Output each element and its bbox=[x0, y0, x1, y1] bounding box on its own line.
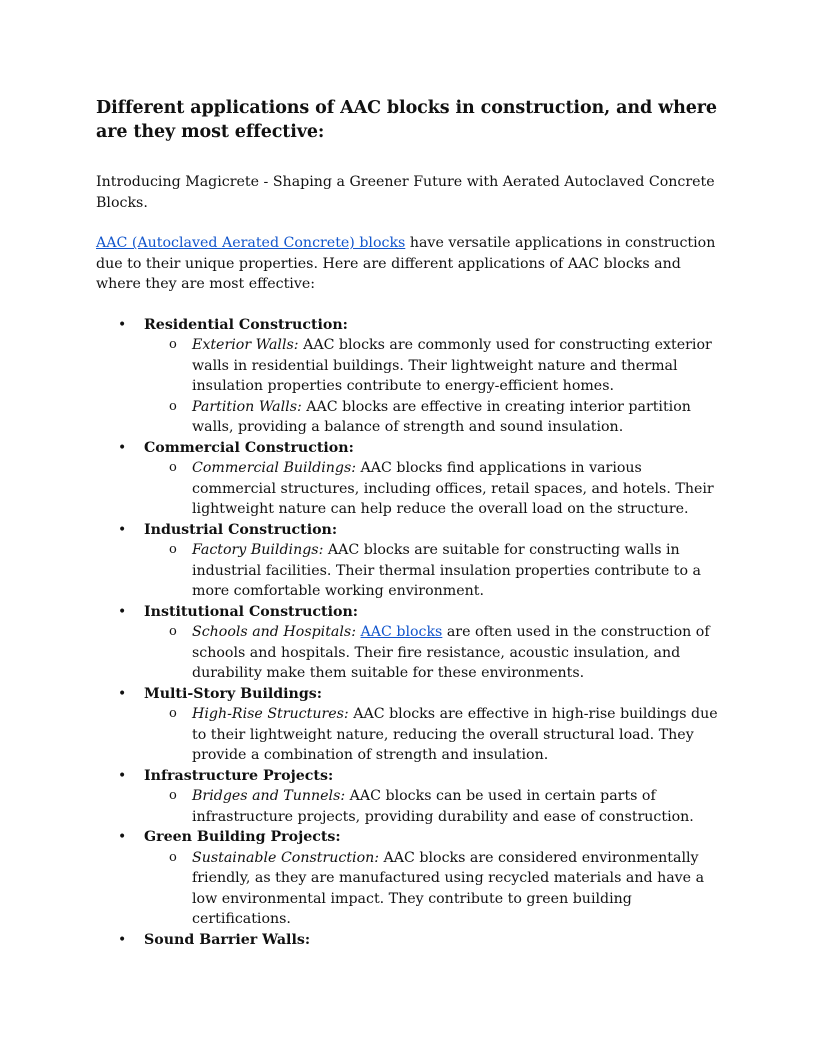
item-term: Factory Buildings: bbox=[192, 542, 324, 558]
sub-item bbox=[144, 335, 722, 397]
bullet-icon: • bbox=[118, 767, 127, 784]
section-item bbox=[96, 930, 722, 951]
item-term: Exterior Walls: bbox=[192, 337, 299, 353]
section-heading: Institutional Construction: bbox=[144, 603, 358, 620]
section-item bbox=[96, 602, 722, 684]
section-heading: Multi-Story Buildings: bbox=[144, 685, 323, 702]
item-text: AAC blocks are commonly used for constructing exterior walls in residential buildings. Their lightweight nature and thermal insulation properties contribute to energy-efficient homes. bbox=[192, 337, 712, 394]
item-term: High-Rise Structures: bbox=[192, 706, 349, 722]
item-text: AAC blocks are suitable for constructing walls in industrial facilities. Their thermal insulation properties contribute to a more comfortable working environment. bbox=[192, 542, 701, 599]
bullet-icon: • bbox=[118, 603, 127, 620]
section-heading: Sound Barrier Walls: bbox=[144, 931, 311, 948]
circle-bullet-icon: o bbox=[169, 624, 177, 639]
section-heading: Commercial Construction: bbox=[144, 439, 354, 456]
circle-bullet-icon: o bbox=[169, 788, 177, 803]
bullet-icon: • bbox=[118, 521, 127, 538]
sub-item bbox=[144, 458, 722, 520]
circle-bullet-icon: o bbox=[169, 706, 177, 721]
intro-paragraph: Introducing Magicrete - Shaping a Greener Future with Aerated Autoclaved Concrete Blocks. bbox=[96, 174, 715, 211]
item-term: Commercial Buildings: bbox=[192, 460, 357, 476]
item-term: Partition Walls: bbox=[192, 398, 302, 415]
bullet-icon: • bbox=[118, 685, 127, 702]
item-text: AAC blocks are considered environmentally friendly, as they are manufactured using recycled materials and have a low environmental impact. They contribute to green building certifications. bbox=[192, 849, 705, 927]
sub-item bbox=[144, 540, 722, 602]
circle-bullet-icon: o bbox=[169, 398, 177, 414]
aac-link[interactable]: AAC (Autoclaved Aerated Concrete) blocks bbox=[96, 235, 406, 251]
sub-list bbox=[144, 335, 722, 438]
item-text: are often used in the construction of schools and hospitals. Their fire resistance, acoustic insulation, and durability make them suitable for these environments. bbox=[192, 624, 710, 681]
aac-blocks-link[interactable]: AAC blocks bbox=[360, 624, 443, 640]
sub-list bbox=[144, 786, 722, 827]
item-text: AAC blocks can be used in certain parts of infrastructure projects, providing durability and ease of construction. bbox=[192, 788, 694, 825]
item-text: AAC blocks find applications in various commercial structures, including offices, retail spaces, and hotels. Their lightweight nature can help reduce the overall load on the structure. bbox=[192, 460, 714, 517]
section-item bbox=[96, 766, 722, 828]
sub-list bbox=[144, 848, 722, 930]
section-item bbox=[96, 827, 722, 930]
page-title: Different applications of AAC blocks in construction, and where are they most effective: bbox=[96, 98, 717, 142]
section-item bbox=[96, 520, 722, 602]
section-heading: Green Building Projects: bbox=[144, 829, 341, 845]
sub-item bbox=[144, 622, 722, 684]
item-text: AAC blocks are effective in high-rise buildings due to their lightweight nature, reducing the overall structural load. They provide a combination of strength and insulation. bbox=[192, 706, 718, 763]
sub-list bbox=[144, 622, 722, 684]
section-item bbox=[96, 438, 722, 520]
item-term: Bridges and Tunnels: bbox=[192, 788, 346, 804]
lead-text: have versatile applications in construction due to their unique properties. Here are different applications of AAC blocks and where they are most effective: bbox=[96, 235, 716, 292]
bullet-icon: • bbox=[118, 931, 127, 948]
sub-list bbox=[144, 458, 722, 520]
sub-item bbox=[144, 786, 722, 827]
item-term: Schools and Hospitals: bbox=[192, 624, 356, 640]
section-item bbox=[96, 684, 722, 766]
sub-list bbox=[144, 540, 722, 602]
lead-paragraph bbox=[96, 233, 722, 295]
bullet-icon: • bbox=[118, 829, 127, 845]
sub-item bbox=[144, 848, 722, 930]
item-term: Sustainable Construction: bbox=[192, 849, 380, 866]
sub-item bbox=[144, 397, 722, 438]
bullet-icon: • bbox=[118, 439, 127, 456]
section-heading: Residential Construction: bbox=[144, 316, 348, 333]
applications-list bbox=[96, 315, 722, 951]
circle-bullet-icon: o bbox=[169, 542, 177, 557]
section-heading: Industrial Construction: bbox=[144, 521, 338, 538]
circle-bullet-icon: o bbox=[169, 337, 177, 352]
sub-item bbox=[144, 704, 722, 766]
sub-list bbox=[144, 704, 722, 766]
document-page bbox=[96, 96, 722, 950]
item-text: AAC blocks are effective in creating interior partition walls, providing a balance of strength and sound insulation. bbox=[192, 398, 691, 435]
bullet-icon: • bbox=[118, 316, 127, 333]
circle-bullet-icon: o bbox=[169, 460, 177, 475]
circle-bullet-icon: o bbox=[169, 849, 177, 865]
section-item bbox=[96, 315, 722, 438]
section-heading: Infrastructure Projects: bbox=[144, 767, 334, 784]
